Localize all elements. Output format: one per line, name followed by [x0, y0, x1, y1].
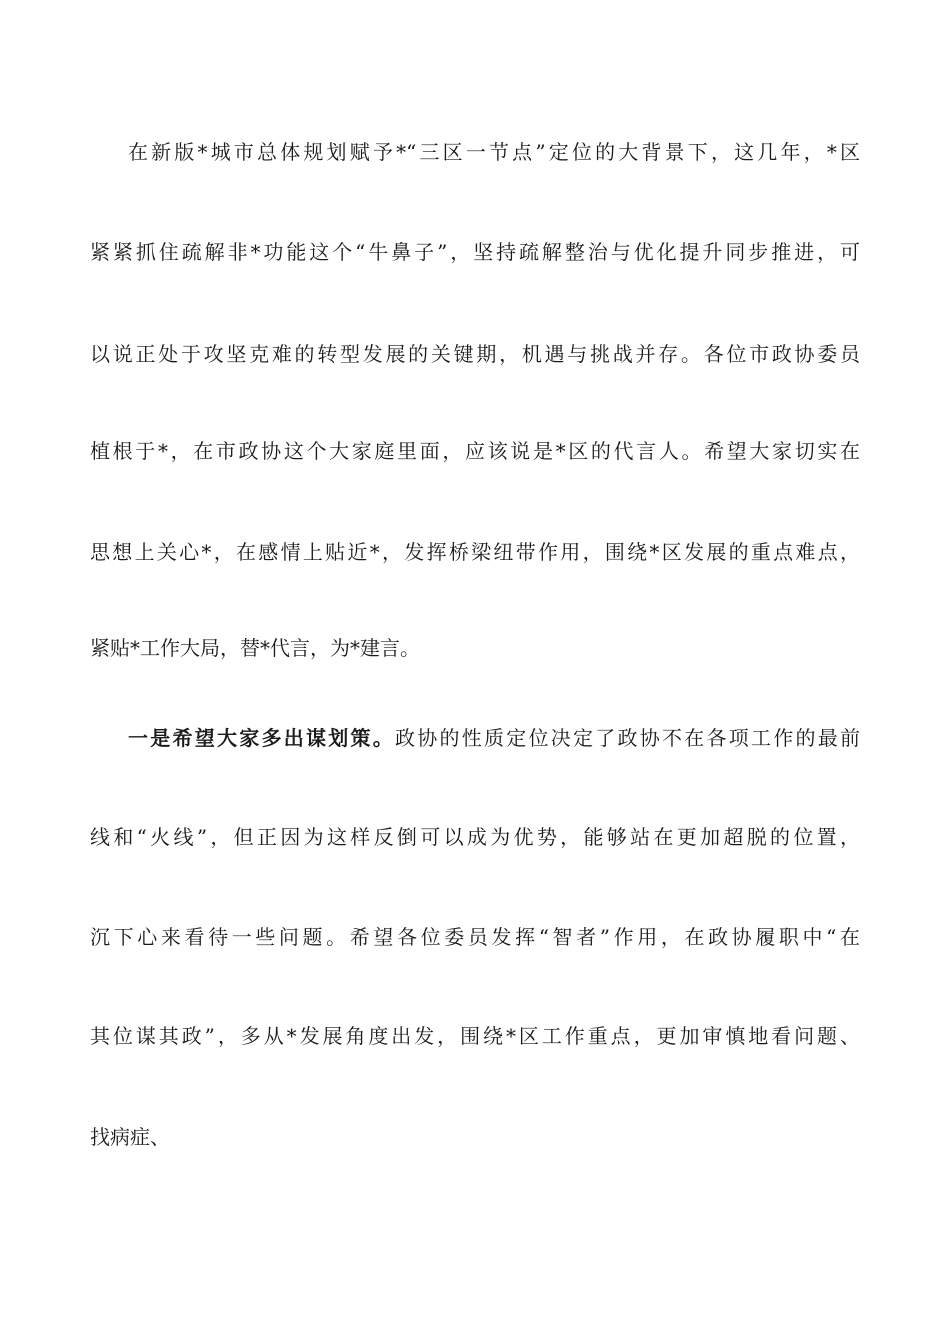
paragraph-1-line-6: 紧贴*工作大局，替*代言，为*建言。	[90, 636, 420, 660]
paragraph-2-line-2: 线和“火线”，但正因为这样反倒可以成为优势，能够站在更加超脱的位置，	[90, 825, 860, 849]
paragraph-2-line-3: 沉下心来看待一些问题。希望各位委员发挥“智者”作用，在政协履职中“在	[90, 925, 860, 949]
paragraph-1-line-5: 思想上关心*，在感情上贴近*，发挥桥梁纽带作用，围绕*区发展的重点难点，	[90, 540, 860, 564]
paragraph-2-lead-heading: 一是希望大家多出谋划策。	[128, 726, 395, 750]
paragraph-1-line-1: 在新版*城市总体规划赋予*“三区一节点”定位的大背景下，这几年，*区	[128, 140, 860, 164]
paragraph-1-line-3: 以说正处于攻坚克难的转型发展的关键期，机遇与挑战并存。各位市政协委员	[90, 342, 860, 366]
paragraph-2-line-1	[90, 723, 860, 753]
paragraph-2-line-5: 找病症、	[90, 1125, 170, 1149]
paragraph-2-line-4: 其位谋其政”，多从*发展角度出发，围绕*区工作重点，更加审慎地看问题、	[90, 1024, 860, 1048]
paragraph-1-line-2: 紧紧抓住疏解非*功能这个“牛鼻子”，坚持疏解整治与优化提升同步推进，可	[90, 240, 860, 264]
paragraph-1-line-4: 植根于*，在市政协这个大家庭里面，应该说是*区的代言人。希望大家切实在	[90, 439, 860, 463]
paragraph-2-lead-text: 政协的性质定位决定了政协不在各项工作的最前	[395, 726, 860, 750]
